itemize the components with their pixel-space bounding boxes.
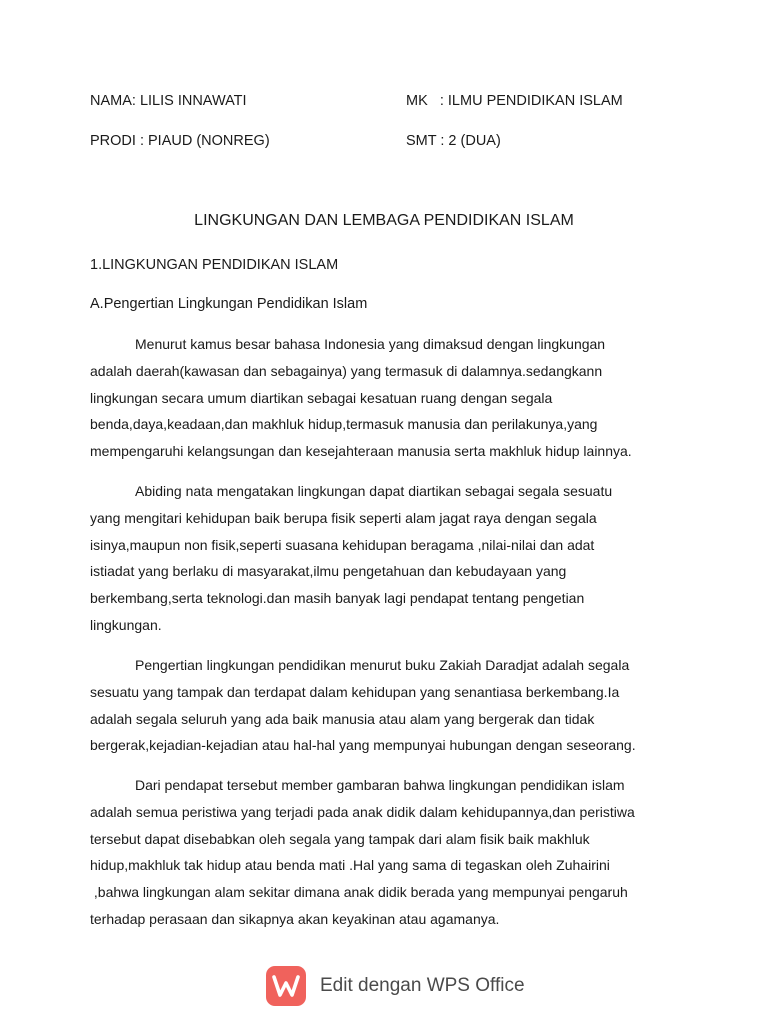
wps-edit-banner[interactable]: [266, 965, 525, 1007]
paragraph-line: yang mengitari kehidupan baik berupa fisik seperti alam jagat raya dengan segala: [90, 509, 597, 526]
paragraph-line: Menurut kamus besar bahasa Indonesia yang dimaksud dengan lingkungan: [135, 336, 606, 352]
paragraph-line: adalah semua peristiwa yang terjadi pada anak didik dalam kehidupannya,dan peristiwa: [90, 803, 635, 820]
study-program: PRODI : PIAUD (NONREG): [90, 133, 270, 149]
paragraph-line: mempengaruhi kelangsungan dan kesejahteraan manusia serta makhluk hidup lainnya.: [90, 443, 632, 460]
paragraph-line: sesuatu yang tampak dan terdapat dalam kehidupan yang senantiasa berkembang.Ia: [90, 683, 620, 700]
wps-edit-label[interactable]: Edit dengan WPS Office: [320, 975, 525, 996]
paragraph-line: ,bahwa lingkungan alam sekitar dimana anak didik berada yang mempunyai pengaruh: [90, 884, 628, 901]
paragraph-line: Pengertian lingkungan pendidikan menurut buku Zakiah Daradjat adalah segala: [135, 657, 630, 673]
paragraph-3: [90, 652, 700, 759]
student-name: NAMA: LILIS INNAWATI: [90, 93, 247, 109]
paragraph-line: lingkungan secara umum diartikan sebagai kesatuan ruang dengan segala: [90, 389, 553, 406]
paragraph-2: [90, 478, 700, 639]
paragraph-line: berkembang,serta teknologi.dan masih banyak lagi pendapat tentang pengetian: [90, 590, 585, 607]
paragraph-line: bergerak,kejadian-kejadian atau hal-hal yang mempunyai hubungan dengan seseorang.: [90, 737, 636, 754]
paragraph-line: hidup,makhluk tak hidup atau benda mati .Hal yang sama di tegaskan oleh Zuhairini: [90, 857, 610, 874]
course-name: MK : ILMU PENDIDIKAN ISLAM: [406, 93, 623, 109]
section-heading: 1.LINGKUNGAN PENDIDIKAN ISLAM: [90, 257, 339, 273]
wps-office-logo-icon: [266, 966, 306, 1006]
paragraph-line: istiadat yang berlaku di masyarakat,ilmu pengetahuan dan kebudayaan yang: [90, 563, 567, 580]
paragraph-line: Abiding nata mengatakan lingkungan dapat diartikan sebagai segala sesuatu: [135, 483, 613, 499]
paragraph-line: adalah segala seluruh yang ada baik manusia atau alam yang bergerak dan tidak: [90, 710, 595, 727]
paragraph-line: terhadap perasaan dan sikapnya akan keyakinan atau agamanya.: [90, 910, 500, 927]
semester: SMT : 2 (DUA): [406, 133, 501, 149]
paragraph-4: [90, 772, 700, 933]
paragraph-line: isinya,maupun non fisik,seperti suasana kehidupan beragama ,nilai-nilai dan adat: [90, 536, 595, 553]
paragraph-line: tersebut dapat disebabkan oleh segala yang tampak dari alam fisik baik makhluk: [90, 830, 590, 847]
paragraph-1: [90, 331, 700, 465]
document-title: LINGKUNGAN DAN LEMBAGA PENDIDIKAN ISLAM: [194, 212, 574, 229]
subsection-heading: A.Pengertian Lingkungan Pendidikan Islam: [90, 296, 368, 312]
paragraph-line: Dari pendapat tersebut member gambaran bahwa lingkungan pendidikan islam: [135, 777, 625, 793]
paragraph-line: lingkungan.: [90, 616, 162, 633]
paragraph-line: benda,daya,keadaan,dan makhluk hidup,termasuk manusia dan perilakunya,yang: [90, 416, 598, 433]
paragraph-line: adalah daerah(kawasan dan sebagainya) yang termasuk di dalamnya.sedangkann: [90, 362, 603, 379]
